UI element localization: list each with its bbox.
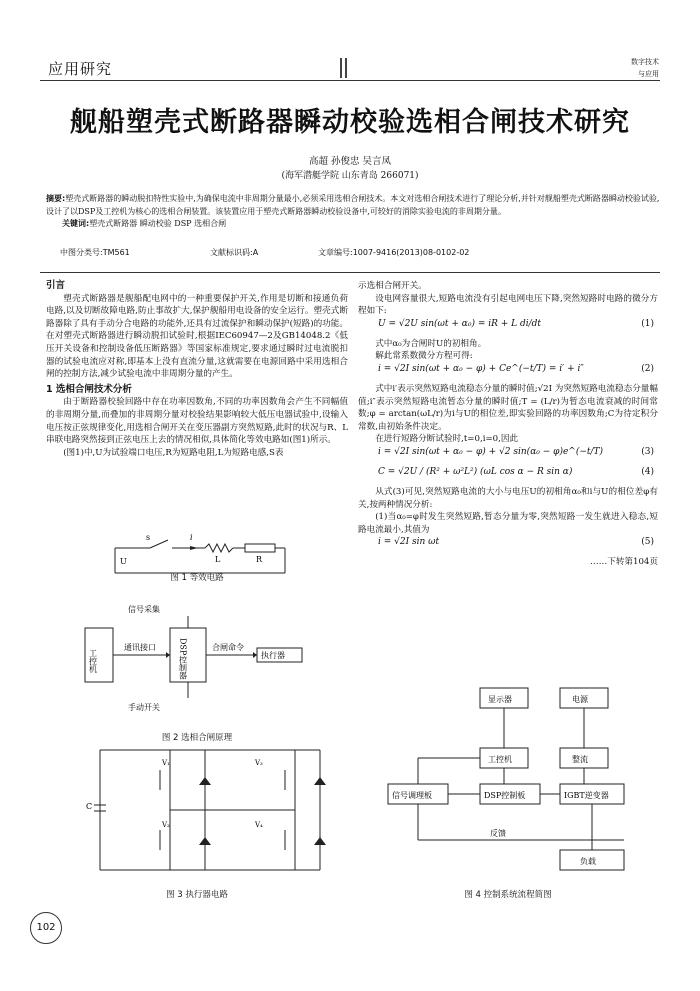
intro-heading: 引言 xyxy=(46,280,66,291)
fig1-label-R: R xyxy=(256,555,263,564)
right-paragraph4: 式中i′表示突然短路电流稳态分量的瞬时值;√2I 为突然短路电流稳态分量幅值;i″表示突然短路电流暂态分量的瞬时值;T = (L/r)为暂态电流衰减的时间常数;φ = arctan(ωL/r)为i与U的相位差,即实验回路的功率因数角;C为待定积分常数,由初始条件决定。 xyxy=(358,383,658,432)
equation-1 xyxy=(358,318,658,338)
equation-1-body: U = √2U sin(ωt + α₀) = iR + L di/dt xyxy=(378,318,542,329)
fig4-load-label: 负载 xyxy=(580,857,596,866)
header-bars xyxy=(340,58,350,82)
intro-paragraph: 塑壳式断路器是舰船配电网中的一种重要保护开关,作用是切断和接通负荷电路,以及切断故障电路,防止事故扩大,保护舰船用电设备的安全运行。塑壳式断路器除了具有手动分合电路的功能外,还具有过流保护和瞬动保护(短路)的功能。在对塑壳式断路器进行瞬动脱扣试验时,根据IEC60947—2及GB14048.2《低压开关设备和控制设备低压断路器》等国家标准规定,要求通过瞬时过电流脱扣器的试验电流应对称,即基本上没有直流分量,这就需要在电源回路中采用选相合闸的控制方法,减少试验电流中非周期分量的产生。 xyxy=(46,293,348,380)
right-paragraph5: 在进行短路分断试验时,t=0,i=0,因此 xyxy=(375,434,519,445)
equation-1-number: (1) xyxy=(641,318,654,329)
equation-4 xyxy=(358,466,658,486)
equation-3-number: (3) xyxy=(641,446,654,457)
header-rule xyxy=(40,80,660,81)
authors: 高超 孙俊忠 吴言凤 xyxy=(308,156,392,167)
equation-3-body: i = √2I sin(ωt + α₀ − φ) + √2 sin(α₀ − φ)e^(−t/T) xyxy=(378,446,604,457)
right-paragraph3a: 式中α₀为合闸时U的初相角。 xyxy=(375,338,487,349)
clc-number: 中图分类号:TM561 xyxy=(60,248,130,257)
figure4-diagram xyxy=(378,680,648,880)
fig3-v2-label: V₂ xyxy=(162,821,170,829)
fig2-comm-label: 通讯接口 xyxy=(124,643,156,652)
logo-line1: 数字技术 xyxy=(631,58,659,66)
left-column xyxy=(46,280,348,459)
fig4-rectifier-label: 整流 xyxy=(572,755,588,764)
equation-5-number: (5) xyxy=(641,537,654,548)
article-number: 文章编号:1007-9416(2013)08-0102-02 xyxy=(318,248,470,257)
fig4-power-label: 电源 xyxy=(572,695,588,704)
equation-4-number: (4) xyxy=(641,466,654,477)
fig4-igbt-label: IGBT逆变器 xyxy=(564,791,609,800)
fig2-exec-label: 执行器 xyxy=(261,651,285,660)
fig1-label-U: U xyxy=(120,557,127,566)
fig3-c-label: C xyxy=(86,802,93,811)
right-paragraph6: 从式(3)可见,突然短路电流的大小与电压U的初相角α₀和i与U的相位差φ有关,按两种情况分析: xyxy=(358,486,658,510)
right-paragraph2: 设电网容量很大,短路电流没有引起电网电压下降,突然短路时电路的微分方程如下: xyxy=(358,293,658,317)
figure3-caption: 图 3 执行器电路 xyxy=(166,890,228,900)
right-column xyxy=(358,280,658,569)
equation-5 xyxy=(358,536,658,556)
fig2-dsp-label: DSP控制器 xyxy=(178,638,188,680)
fig1-label-i: i xyxy=(190,533,193,542)
figure2-diagram xyxy=(80,600,310,725)
fig4-dsp-board-label: DSP控制板 xyxy=(484,791,526,800)
figure3-circuit xyxy=(80,745,340,875)
paper-title: 舰船塑壳式断路器瞬动校验选相合闸技术研究 xyxy=(70,107,630,138)
fig3-v3-label: V₃ xyxy=(255,759,263,767)
fig2-close-label: 合闸命令 xyxy=(212,643,244,652)
fig4-ipc-label: 工控机 xyxy=(488,755,512,764)
doc-code: 文献标识码:A xyxy=(210,248,259,257)
equation-3 xyxy=(358,446,658,466)
equation-5-body: i = √2I sin ωt xyxy=(378,537,440,548)
journal-logo xyxy=(603,56,659,82)
equation-2 xyxy=(358,363,658,383)
fig4-display-label: 显示器 xyxy=(488,695,512,704)
fig1-label-s: s xyxy=(146,533,151,542)
section1-paragraph1: 由于断路器校验回路中存在功率因数角,不同的功率因数角会产生不同幅值的非周期分量,而叠加的非周期分量对校验结果影响较大低压电器试验中,设输入电压按正弦规律变化,用选相合闸开关在变压器副方突然短路,此时的状况与R、L串联电路突然接到正弦电压上去的情况相似,具体简化等效电路如(图1)所示。 xyxy=(46,397,348,446)
right-paragraph1: 示选相合闸开关。 xyxy=(358,281,427,291)
fig4-feedback-label: 反馈 xyxy=(490,829,506,838)
fig2-signal-label: 信号采集 xyxy=(128,605,160,614)
abstract-label: 摘要: xyxy=(46,194,66,203)
figure2-caption: 图 2 选相合闸原理 xyxy=(161,733,233,743)
fig4-signal-cond-label: 信号调理板 xyxy=(392,791,432,800)
fig2-manual-label: 手动开关 xyxy=(128,703,160,712)
keywords: 塑壳式断路器 瞬动校验 DSP 选相合闸 xyxy=(89,219,227,228)
section1-paragraph2: (图1)中,U为试验端口电压,R为短路电阻,L为短路电感,S表 xyxy=(63,447,284,458)
abstract-rule xyxy=(40,272,660,273)
affiliation: (海军潜艇学院 山东青岛 266071) xyxy=(281,171,419,181)
fig3-v1-label: V₁ xyxy=(162,759,170,767)
figure4-caption: 图 4 控制系统流程简图 xyxy=(464,890,552,900)
figure1-caption: 图 1 等效电路 xyxy=(170,573,224,583)
equation-4-body: C = √2U / (R² + ω²L²) (ωL cos α − R sin α) xyxy=(378,466,573,477)
continued-note: ……下转第104页 xyxy=(590,557,658,568)
abstract xyxy=(46,193,660,231)
equation-2-number: (2) xyxy=(641,363,654,374)
right-paragraph7: (1)当α₀=φ时发生突然短路,暂态分量为零,突然短路一发生就进入稳态,短路电流最小,其值为 xyxy=(358,512,658,535)
fig2-ipc-label: 工控机 xyxy=(88,649,98,673)
fig1-label-L: L xyxy=(215,555,221,564)
logo-line2: 与应用 xyxy=(638,70,659,78)
equation-2-body: i = √2I sin(ωt + α₀ − φ) + Ce^(−t/T) = i′ + i″ xyxy=(378,363,584,374)
fig3-v4-label: V₄ xyxy=(255,821,263,829)
section-label: 应用研究 xyxy=(48,60,113,78)
keywords-label: 关键词: xyxy=(62,219,90,228)
abstract-text: 塑壳式断路器的瞬动脱扣特性实验中,为确保电流中非周期分量最小,必须采用选相合闸技术。本文对选相合闸技术进行了理论分析,并针对舰船塑壳式断路器瞬动校验试验,设计了以DSP及工控机为核心的选相合闸装置。该装置应用于塑壳式断路器瞬动校验设备中,可较好的消除实验电流的非周期分量。 xyxy=(46,194,660,216)
section1-heading: 1 选相合闸技术分析 xyxy=(46,383,132,395)
right-paragraph3b: 解此常系数微分方程可得: xyxy=(375,351,473,362)
page-number: 102 xyxy=(30,912,62,944)
